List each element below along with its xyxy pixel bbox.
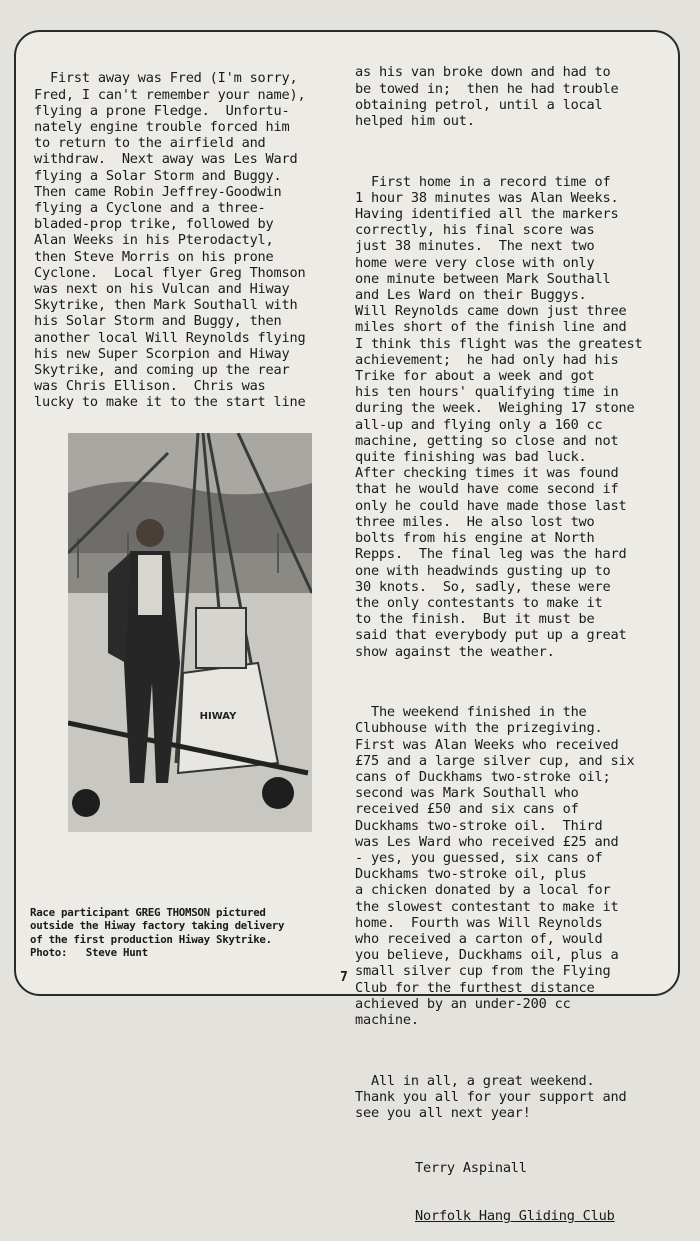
left-paragraph-1: First away was Fred (I'm sorry, Fred, I can't remember your name), flying a prone Fledge. Unfortu- nately engine trouble forced him to return to the airfield and withdraw. Next away was Les Ward flying a Solar Storm and Buggy. Then came Robin Jeffrey-Goodwin flying a Cyclone and a three- bladed-prop trike, followed by Alan Weeks in his Pterodactyl, then Steve Morris on his prone Cyclone. Local flyer Greg Thomson was next on his Vulcan and Hiway Skytrike, then Mark Southall with his Solar Storm and Buggy, then another local Will Reynolds flying his new Super Scorpion and Hiway Skytrike, and coming up the rear was Chris Ellison. Chris was lucky to make it to the start line <box>34 70 306 411</box>
photo-illustration <box>68 433 312 832</box>
trike-photo <box>68 433 312 832</box>
right-column <box>355 32 673 1241</box>
signature-name: Terry Aspinall <box>415 1159 527 1176</box>
page-number: 7 <box>340 970 348 985</box>
signature-club: Norfolk Hang Gliding Club <box>415 1208 615 1225</box>
right-paragraph-1: as his van broke down and had to be towed in; then he had trouble obtaining petrol, until a local helped him out. <box>355 64 619 130</box>
left-column <box>34 38 352 439</box>
right-paragraph-3: The weekend finished in the Clubhouse with the prizegiving. First was Alan Weeks who received £75 and a large silver cup, and six cans of Duckhams two-stroke oil; second was Mark Southall who received £50 and six cans of Duckhams two-stroke oil. Third was Les Ward who received £25 and - yes, you guessed, six cans of Duckhams two-stroke oil, plus a chicken donated by a local for the slowest contestant to make it home. Fourth was Will Reynolds who received a carton of, would you believe, Duckhams oil, plus a small silver cup from the Flying Club for the furthest distance achieved by an under-200 cc machine. <box>355 704 635 1028</box>
photo-caption: Race participant GREG THOMSON pictured outside the Hiway factory taking delivery of the first production Hiway Skytrike. Photo: Steve Hunt <box>30 906 285 960</box>
right-paragraph-4: All in all, a great weekend. Thank you all for your support and see you all next year! <box>355 1072 627 1121</box>
right-paragraph-2: First home in a record time of 1 hour 38 minutes was Alan Weeks. Having identified all the markers correctly, his final score was just 38 minutes. The next two home were very close with only one minute between Mark Southall and Les Ward on their Buggys. Will Reynolds came down just three miles short of the finish line and I think this flight was the greatest achievement; he had only had his Trike for about a week and got his ten hours' qualifying time in during the week. Weighing 17 stone all-up and flying only a 160 cc machine, getting so close and not quite finishing was bad luck. After checking times it was found that he would have come second if only he could have made those last three miles. He also lost two bolts from his engine at North Repps. The final leg was the hard one with headwinds gusting up to 30 knots. So, sadly, these were the only contestants to make it to the finish. But it must be said that everybody put up a great show against the weather. <box>355 173 643 660</box>
trike-brand-label: HIWAY <box>199 711 237 722</box>
